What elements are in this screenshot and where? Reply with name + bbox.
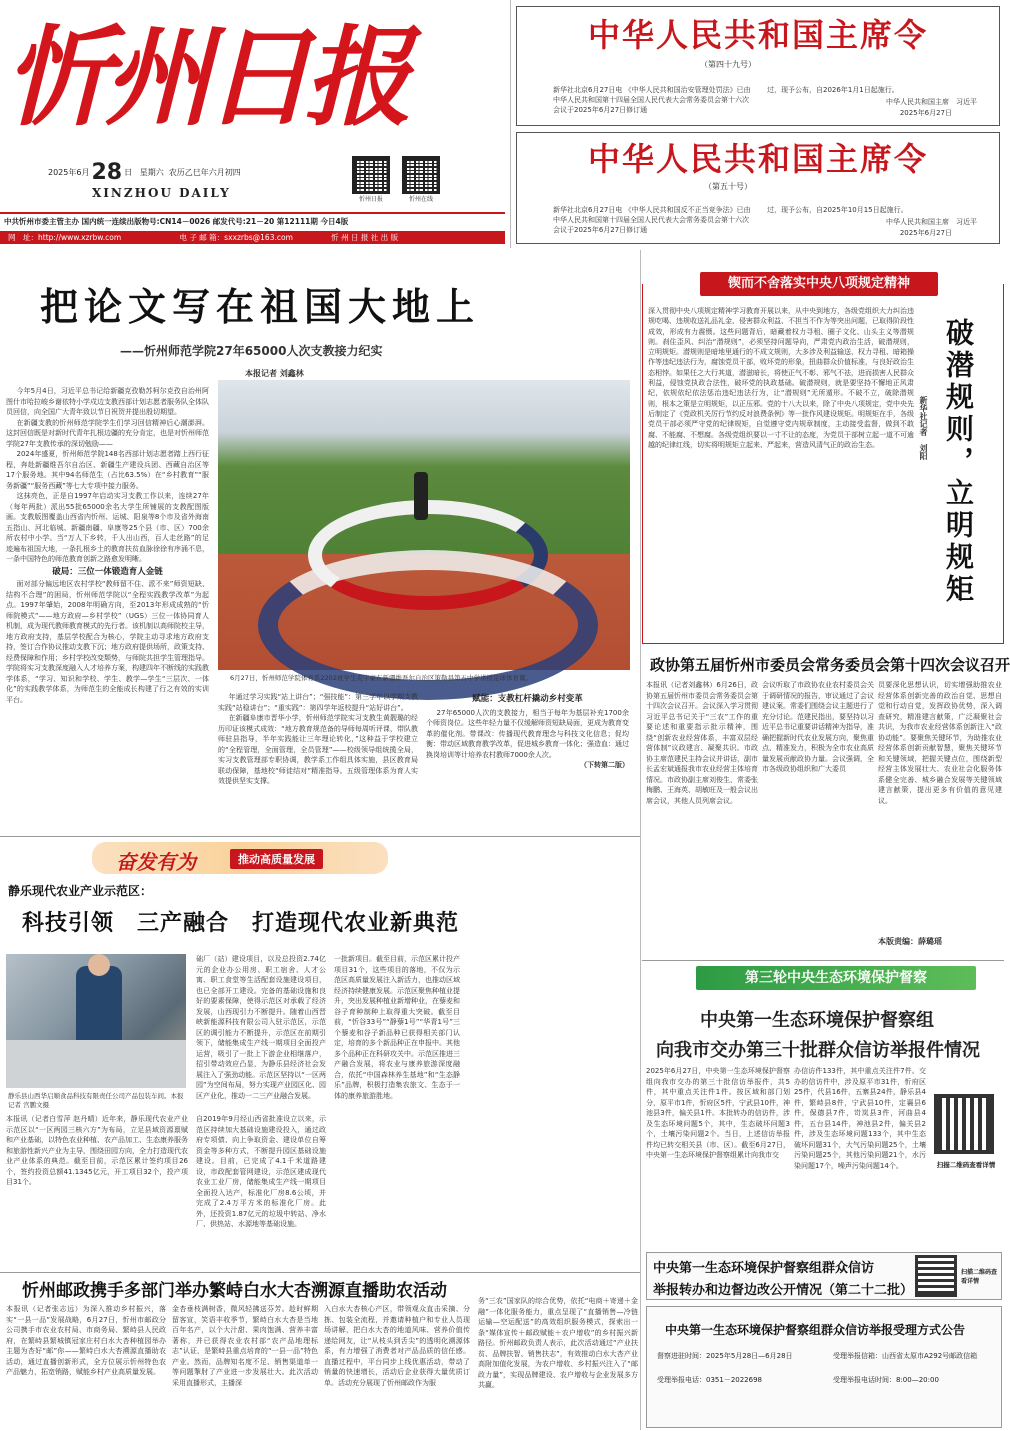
commentary-text: 深入贯彻中央八项规定精神学习教育开展以来，从中央到地方，各级党组织大力纠治违规吃喝、违规收送礼品礼金、侵害群众利益、不担当不作为等突出问题，已取得阶段性成效，形成有力震慑。这些问题背后，暗藏着权力寻租、圈子文化、山头主义等潜规则。刹住歪风、纠治“潜规则”，必须坚持问题导向，严肃党内政治生活，破潜规则，立明规矩。潜规则是暗地里通行的不成文规则，大多涉及利益输送、权力寻租、暗箱操作等违纪违法行为，腐蚀党员干部，败坏党的形象，扭曲群众价值标准，与良好政治生态相悖。如果任之大行其道，潜滋暗长，将使正气不彰、邪气不祛，进而损害人民群众利益，侵蚀党执政合法性，破坏党的执政基础。破潜规则，就是要坚持不懈地正风肃纪，依规依纪依法惩治违纪违法行为，让“潜规则”无所遁形。不破不立，破除潜规则，根本之策是立明规矩，以正压邪。党的十八大以来，除了中央八项规定，党中央先后制定了《党政机关厉行节约反对浪费条例》等一批作风建设规矩。明规矩在手，各级党员干部必须严守党的纪律规矩，自觉遵守党内规章制度，主动接受监督，做到不敢腐、不能腐、不想腐。各级党组织要以一寸不让的态度，为党员干部树立起一道不可逾越的纪律红线，切实将明规矩立起来、严起来，营造风清气正的政治生态。: [648, 307, 914, 449]
contact-bar: [0, 231, 505, 244]
qr-code-icon: [402, 156, 440, 194]
agri-photo[interactable]: [6, 954, 186, 1088]
publication-info-bar: 中共忻州市委主管主办 国内统一连续出版物号:CN14－0026 邮发代号:21－20 第12111期 今日4版: [4, 217, 349, 226]
lead-section-heading-1: 破局：三位一体锻造育人金链: [52, 566, 163, 577]
worker-figure: [76, 966, 122, 1046]
cppcc-headline[interactable]: 政协第五届忻州市委员会常务委员会第十四次会议召开: [650, 656, 1010, 674]
commentary-headline[interactable]: 破潜规则，立明规矩: [942, 318, 975, 606]
lead-subheadline: ——忻州师范学院27年65000人次支教接力纪实: [120, 344, 383, 358]
column-divider: [640, 250, 641, 1430]
qr-code-icon: [352, 156, 390, 194]
postal-column-4: 务“三农”国家队的综合优势，依托“电商＋寄递＋金融”一体化服务能力，重点呈现了“直播销售—冷链运输—空运配送”的高效组织服务模式，探索出一条“媒体宣传＋邮政赋能＋农户增收”的乡村振兴新路径。忻州邮政负责人表示，此次活动通过“产业扶贫、品牌扶智、销售扶志”，有效推动白水大杏产业高附加值化发展，为农户增收、乡村振兴注入了“邮政力量”，实现品牌建设、农户增收与企业发展多方共赢。: [478, 1297, 638, 1389]
masthead-english: XINZHOU DAILY: [92, 186, 231, 200]
eco-headline-1[interactable]: 中央第一生态环境保护督察组: [700, 1010, 934, 1031]
continued-note[interactable]: （下转第二版）: [580, 761, 629, 769]
cppcc-column-3: 员要深化思想认识，切实增强助推农业经营体系创新完善的政治自觉、思想自觉和行动自觉，发挥政协优势，深入调查研究，精准建言献策，广泛凝聚社会共识，为我市农业经营体系创新注入“政协动能”。要聚焦关键环节，为助推农业经营体系创新贡献智慧，聚焦关键环节和关键领域，把握关键点位，围绕新型经营主体发展壮大、农业社会化服务体系健全完善、城乡融合发展等关键领域建言献策，提出更多有价值的意见建议。: [878, 681, 1002, 805]
lead-column-3: 赋能：支教杠杆撬动乡村变革 27年65000人次的支教接力，相当于每年为基层补充1700余个师资岗位。这些年轻力量不仅缓解师资短缺局面，更成为教育变革的催化剂。带课改：传播现代教育理念与科技文化信息；促均衡：带动区域教育教学改革，促进城乡教育一体化；强造血：通过换岗培训等计培养农村教师7000余人次。 （下转第二版）: [426, 694, 629, 769]
cppcc-column-1: 本报讯（记者刘鑫林）6月26日，政协第五届忻州市委员会常务委员会第十四次会议召开。会议深入学习贯彻习近平总书记关于“三农”工作的重要论述和重要指示批示精神，围绕“创新农业经营体系，丰富双层经营体制”议政建言、凝聚共识。市政协主席范建民主持会议并讲话，副市长孟宏斌通报我市农业经营主体培育情况。市政协副主席刘俊生、常委张梅鹏、王海英、胡敏旺及一般会议出席会议，其他人员列席会议。: [646, 681, 758, 805]
agri-kicker: 静乐现代农业产业示范区：: [8, 884, 153, 898]
presidential-order-49: 中华人民共和国主席令 （第四十九号） 新华社北京6月27日电 《中华人民共和国治安管理处罚法》已由中华人民共和国第十四届全国人民代表大会常务委员会第十六次会议于2025年6月27日修订通 过，现予公布，自2026年1月1日起施行。 中华人民共和国主席 习近平 2025年6月27日: [516, 6, 1000, 126]
newspaper-masthead: 忻州日报: [4, 15, 405, 141]
section-divider: [0, 836, 640, 837]
lead-column-1: 今年5月4日，习近平总书记给新疆克孜勒苏柯尔克孜自治州阿图什市哈拉峻乡谢依特小学戍边支教西部计划志愿者服务队全体队员回信，向全国广大青年致以节日祝贺并提出殷切期望。 在新疆支教的忻州师范学院学生们学习回信精神后心潮澎湃。这封回信既是对新时代青年扎根边疆的充分肯定，也是对忻州师范学院27年支教传承的深切勉励—— 2024年盛夏，忻州师范学院148名西部计划志愿者踏上西行征程，奔赴新疆维吾尔自治区、新疆生产建设兵团、西藏自治区等17个服务地。其中94名师范生（占比63.5%）在“乡村教育”“服务新疆”“服务西藏”等七大专项中接力服务。 这抹亮色，正是自1997年启动实习支教工作以来，连续27年（每年两批）派出55批65000余名大学生所铺展的支教配图版画。支教版图覆盖山西省内忻州、运城、阳泉等8个市及省外海南五指山、河北临城、新疆南疆、阜康等25个县（市、区）700余所农村中小学。当“万人下乡转，千人出山西，百人走丝路”的足迹遍布祖国大地，一条扎根乡土的教育扶贫血脉徐徐有序涌不息，一条中国特色的师范教育创新之路愈发明晰。 破局：三位一体锻造育人金链 面对部分偏远地区农村学校“教师留不住、派不来”师资短缺、结构不合理”的困局，忻州师范学院以“全程实践教学改革”为起点。1997年肇始，2008年明确方向，至2013年形成成熟的“忻师院模式”——地方政府—乡村学校”（UGS）三位一体协同育人机制，成为现代教师教育模式的先行者。该机制以高师院校主导，地方政府支持，基层学校配合为核心，学院主动寻求地方政府支持，签订合作协议推动支教下沉；地方政府提供场所，政策支持、经费保障和作用；乡村学校改变颓势，与师院共担学生管理指导。学院将实习支教深度融入人才培养方案，构建四年不断线的实践教学体系，“学习、知识和学校、学生、教学—学生“三层次、一体化”的实践教学体系，为师范生的全能成长构建了行之有效的实训平台。: [6, 387, 209, 704]
agri-column-4: 一批新项目。截至目前，示范区累计投产项目31个，这些项目的落地，不仅为示范区高质量发展注入新活力，也推动区域经济持续健康发展。示范区聚焦种植业提升，突出发展种植业新增种业，在藜麦和谷子育种制种上取得重大突破。截至目前，“忻谷33号”“静藜1号”“华青1号”三个藜麦和谷子新品种已获得相关部门认定，培育的多个新品种正在申报中。其他多个品种正在科研攻关中。示范区推进三产融合发展，将农业与康养旅游深度融合，依托“中国森林养生基地”和“生态静乐”品牌，积极打造集农旅文、生态于一体的康养旅游胜地。: [334, 955, 460, 1100]
agri-headline[interactable]: 科技引领 三产融合 打造现代农业新典范: [22, 911, 460, 936]
eco2-qr-code[interactable]: [915, 1255, 957, 1297]
lead-photo-caption: 6月27日，忻州师范学院体育系2202班学生麦宇豪在新疆维吾尔自治区策勒县第五中学讲授足球体育课。: [230, 674, 532, 682]
worker-head: [88, 954, 110, 976]
qr-code-1[interactable]: 忻州日报: [352, 156, 395, 203]
commentary-tab: 锲而不舍落实中央八项规定精神: [700, 272, 938, 296]
email-link[interactable]: 电 子 邮 箱：sxxzrbs@163.com: [179, 233, 293, 242]
lead-photo[interactable]: [218, 380, 630, 670]
postal-headline[interactable]: 忻州邮政携手多部门举办繁峙白水大杏溯源直播助农活动: [22, 1281, 447, 1301]
lead-section-heading-2: 赋能：支教杠杆撬动乡村变革: [472, 694, 583, 704]
machine: [6, 1040, 186, 1088]
agri-column-2: 自2019年9月经山西省批准设立以来，示范区持续加大基础设施建设投入，通过政府专项债、向上争取资金、建设单位自筹资金等多种方式，不断提升园区基础设施建设。目前，已完成了4.1千米道路建设，市政配套管网建设，示范区建成现代农业工业厂房，储能集成生产线一期项目全面投入达产，标准化厂房8.6公顷，并完成了2.4万平方米的标准化厂房。此外，还投资1.87亿元的垃圾中转站、净水厂、供热站、水源地等基础设施。: [196, 1115, 326, 1228]
column-divider: [510, 0, 511, 248]
presidential-order-50: 中华人民共和国主席令 （第五十号） 新华社北京6月27日电 《中华人民共和国反不正当竞争法》已由中华人民共和国第十四届全国人民代表大会常务委员会第十六次会议于2025年6月27日修订通 过，现予公布，自2025年10月15日起施行。 中华人民共和国主席 习近平 2025年6月27日: [516, 132, 1000, 244]
eco-box-2: 中央第一生态环境保护督察组群众信访 举报转办和边督边改公开情况（第二十二批） 扫描二维码查看详情: [646, 1252, 1002, 1300]
lead-byline: 本报记者 刘鑫林: [245, 369, 304, 378]
section-divider: [642, 960, 1004, 961]
publisher-label: 忻 州 日 报 社 出 版: [331, 233, 399, 242]
postal-column-1: 本报讯（记者张志远）为深入推动乡村振兴，落实“一县一品”发展战略，6月27日，忻州市邮政分公司携手市农业农村局、市商务局、繁峙县人民政府，在繁峙县繁城镇冠家庄村白水大杏种植园举办主题为杏好“邮”你——繁峙白水大杏溯源直播助农活动，通过直播创新形式，全方位展示忻州特色农产品魅力，拓宽销路，赋能乡村产业高质量发展。: [6, 1305, 166, 1376]
eco-qr-code[interactable]: [934, 1094, 994, 1154]
agri-column-1: 本报讯（记者白雪萍 赵丹晴）近年来，静乐现代农业产业示范区以“一区两园三核六方”为布局，立足县域资源禀赋和产业基础，以特色农业种植、农产品加工、生态康养服务和旅游性新兴产业为主导，围绕田园方向，全力打造现代农业产业体系的典范。截至目前，示范区累计签约项目26个，签约投资总额41.1345亿元，开工项目32个，投产项目31个。: [6, 1115, 188, 1186]
agri-photo-caption: 静乐县山西华启顺食品科技有限责任公司产品包装车间。本报记者 宫鹏文摄: [8, 1092, 184, 1109]
issue-date: 2025年6月28 日 星期六 农历乙巳年六月初四: [48, 160, 241, 185]
teacher-figure: [414, 472, 428, 520]
lead-column-2: 年通过学习实践“站上讲台”；“强技能”：第三学年以学期支教实践“站稳讲台”；“重实践”：第四学年返校提升“站好讲台”。 在新疆阜康市晋华小学，忻州师范学院实习支教生黄靓璐的经历印证该模式成效：“地方教育规范备的导师每周听评课，带队教师驻县指导，半年实践能让三年理论转化，”这种益于学校建立的“全程管理，全面管理，全员管理”——校级领导组统揽全局，实习支教管理部专职协调，教学系工作组具体实施，县区教育局联动保障，基地校“师徒结对”精准指导。五级管理体系为育人实效提供坚实支撑。: [218, 693, 419, 785]
eco-headline-2[interactable]: 向我市交办第三十批群众信访举报件情况: [656, 1040, 980, 1061]
eco-column-1: 2025年6月27日，中央第一生态环境保护督察组向我市交办的第三十批信访举报件，共5件，其中重点关注件1件。按区域和部门划分，原平市1件，忻府区5件，宁武县10件，神池县3件，偏关县1件。本批转办的信访件，涉及生态环境问题5个，其中，生态破坏问题3个，土壤污染问题2个。当日，上述信访举报件均已转交相关县（市、区）。截至6月27日，中央第一生态环境保护督察组累计向我市交: [646, 1067, 790, 1159]
commentary-author: 新华社记者 刘阳: [919, 396, 928, 460]
eco-box-3: 中央第一生态环境保护督察组群众信访举报受理方式公告 督察进驻时间：2025年5月28日—6月28日 受理举报电话：0351－2022698 受理举报信箱：山西省太原市A292号邮政信箱 受理举报电话时间：8:00—20:00: [646, 1306, 1002, 1428]
eco-column-2: 办信访件133件，其中重点关注件7件。交办的信访件中，涉及原平市31件，忻府区25件，代县16件，五寨县24件，静乐县4件，繁峙县8件，宁武县10件，定襄县6件，保德县7件，岢岚县3件，河曲县4件，五台县14件，神池县2件，偏关县2件，涉及生态环境问题133个，其中生态破坏问题31个，大气污染问题25个，土壤污染问题25个，其他污染问题21个，水污染问题17个，噪声污染问题14个。: [794, 1067, 926, 1170]
lead-headline[interactable]: 把论文写在祖国大地上: [40, 284, 481, 329]
agri-banner: 奋发有为 推动高质量发展: [92, 842, 388, 874]
eco-qr-label: 扫描二维码查看详情: [936, 1161, 996, 1169]
postal-column-3: 入白水大杏核心产区，带领观众直击采摘、分拣、包装全流程，并邀请种植户和专业人员现场讲解，把白水大杏的地道风味、营养价值传递给网友，让“从枝头到舌尖”的透明化溯源体系，有力增强了消费者对产品品质的信任感。直播过程中，平台同步上线优惠活动，带动了销量的快速增长，活动后企业获得大量优质订单。活动充分展现了忻州邮政作为服: [324, 1305, 470, 1387]
qr-code-2[interactable]: 忻州在线: [402, 156, 445, 203]
website-link[interactable]: 网 址：http://www.xzrbw.com: [8, 233, 122, 242]
cppcc-column-2: 会议听取了市政协农业农村委员会关于调研情况的报告，审议通过了会议建议案。常委们围绕会议主题进行了充分讨论。范建民指出，要坚持以习近平总书记重要讲话精神为指导，准确把握新时代农业发展方向，聚焦重点、精准发力，积极为全市农业高质量发展贡献政协力量。会议强调，全市各级政协组织和广大委员: [762, 681, 874, 773]
page-editor: 本版责编：薛璐瑶: [878, 937, 942, 946]
eco-banner: 第三轮中央生态环境保护督察: [696, 966, 976, 990]
agri-column-3: 础厂（站）建设项目，以及总投资2.74亿元的企业办公用房、职工宿舍、人才公寓、职工食堂等生活配套设施建设项目，也已全部开工建设。完备的基础设施和良好的要素保障，使得示范区对承载了经济发展，山西现引力不断提升。随着山西晋峡新能源科技有限公司入驻示范区，示范区的调引能力不断提升，示范区在前期引领下，储能集成生产线一期项目全面投产运营，吸引了一批上下游企业相继落户，招引带动效应凸显，为静乐县经济社会发展注入了强劲动能。示范区坚持以“一区两园”为空间布局，努力实现产业园区化、园区产业化，推动一二三产业融合发展。: [196, 955, 326, 1100]
section-divider: [0, 1272, 640, 1273]
postal-column-2: 金杏垂枝满树香，微风轻拂送芬芳。趁时鲜期留客宣，笑语丰收季节，繁峙白水大杏是当地百年名产，以个大汁甜、果肉饱满、营养丰富著称，并已获得农业农村部“农产品地理标志”认证，是繁峙县重点培育的“一县一品”特色产业。然而，品牌知名度不足、销售渠道单一等问题掣肘了产业进一步发展壮大。此次活动采用直播形式，主播深: [172, 1305, 318, 1387]
